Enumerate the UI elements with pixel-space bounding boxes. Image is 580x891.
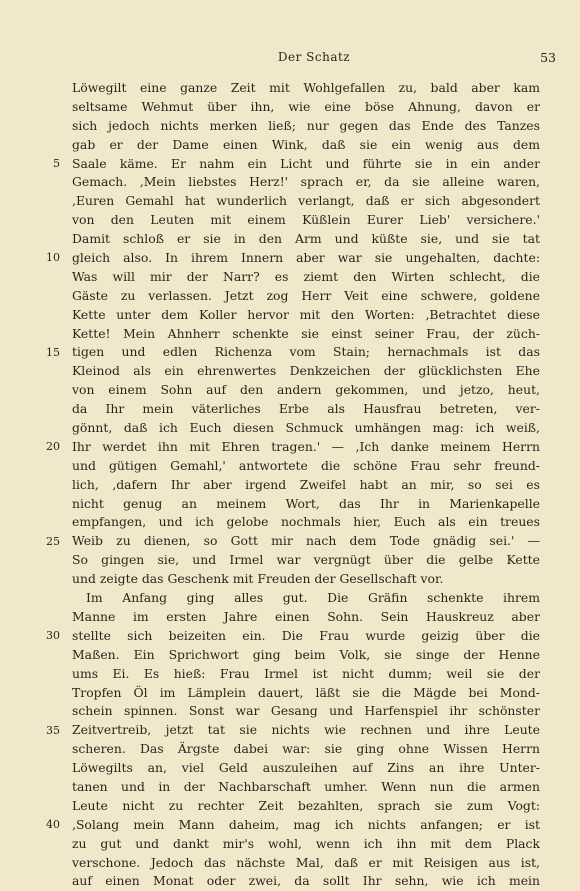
text-line: von einem Sohn auf den andern gekommen, und jetzo, heut,	[72, 382, 540, 398]
text-line: lich, ‚dafern Ihr aber irgend Zweifel habt an mir, so sei es	[72, 476, 540, 492]
text-line: da Ihr mein väterliches Erbe als Hausfrau betreten, ver-	[72, 401, 540, 417]
text-line: Zeitvertreib, jetzt tat sie nichts wie rechnen und ihre Leute	[72, 722, 540, 738]
body-text	[72, 79, 540, 891]
line-number: 20	[46, 440, 60, 454]
text-line: Gemach. ‚Mein liebstes Herz!' sprach er, da sie alleine waren,	[72, 174, 540, 190]
text-line: ‚Solang mein Mann daheim, mag ich nichts anfangen; er ist	[72, 816, 540, 832]
text-line: schein spinnen. Sonst war Gesang und Harfenspiel ihr schönster	[72, 703, 540, 719]
page-number: 53	[540, 50, 556, 65]
text-line: von den Leuten mit einem Küßlein Eurer Lieb' versichere.'	[72, 212, 540, 228]
running-title: Der Schatz	[277, 50, 351, 64]
text-line: So gingen sie, und Irmel war vergnügt über die gelbe Kette	[72, 552, 540, 568]
text-line: Kette unter dem Koller hervor mit den Worten: ‚Betrachtet diese	[72, 306, 540, 322]
text-line: Gäste zu verlassen. Jetzt zog Herr Veit eine schwere, goldene	[72, 287, 540, 303]
text-line: tanen und in der Nachbarschaft umher. Wenn nun die armen	[72, 778, 540, 794]
text-line: Löwegilts an, viel Geld auszuleihen auf Zins an ihre Unter-	[72, 760, 540, 776]
line-number: 10	[46, 251, 60, 265]
text-line: Manne im ersten Jahre einen Sohn. Sein Hauskreuz aber	[72, 608, 540, 624]
text-line: empfangen, und ich gelobe nochmals hier, Euch als ein treues	[72, 514, 540, 530]
text-line: Tropfen Öl im Lämplein dauert, läßt sie die Mägde bei Mond-	[72, 684, 540, 700]
line-number: 5	[53, 156, 60, 170]
text-line: nicht genug an meinem Wort, das Ihr in Marienkapelle	[72, 495, 540, 511]
text-line: Im Anfang ging alles gut. Die Gräfin schenkte ihrem	[86, 590, 540, 606]
text-line: und zeigte das Geschenk mit Freuden der Gesellschaft vor.	[72, 571, 444, 587]
text-line: Damit schloß er sie in den Arm und küßte sie, und sie tat	[72, 231, 540, 247]
text-line: sich jedoch nichts merken ließ; nur gegen das Ende des Tanzes	[72, 117, 540, 133]
text-line: Kette! Mein Ahnherr schenkte sie einst seiner Frau, der züch-	[72, 325, 540, 341]
text-line: tigen und edlen Richenza vom Stain; hernachmals ist das	[72, 344, 540, 360]
text-line: Kleinod als ein ehrenwertes Denkzeichen der glücklichsten Ehe	[72, 363, 540, 379]
line-number: 40	[46, 818, 60, 832]
line-number: 30	[46, 629, 60, 643]
line-number: 35	[46, 723, 60, 737]
text-line: Was will mir der Narr? es ziemt den Wirten schlecht, die	[72, 268, 540, 284]
text-line: Maßen. Ein Sprichwort ging beim Volk, sie singe der Henne	[72, 646, 540, 662]
text-line: Saale käme. Er nahm ein Licht und führte sie in ein ander	[72, 155, 540, 171]
text-line: und gütigen Gemahl,' antwortete die schöne Frau sehr freund-	[72, 457, 540, 473]
page-header	[72, 50, 556, 70]
text-line: Löwegilt eine ganze Zeit mit Wohlgefallen zu, bald aber kam	[72, 80, 540, 95]
text-line: Ihr werdet ihn mit Ehren tragen.' — ‚Ich danke meinem Herrn	[72, 438, 540, 454]
text-line: ums Ei. Es hieß: Frau Irmel ist nicht dumm; weil sie der	[72, 665, 540, 681]
text-line: auf einen Monat oder zwei, da sollt Ihr sehn, wie ich mein	[72, 873, 540, 889]
text-line: ‚Euren Gemahl hat wunderlich verlangt, daß er sich abgesondert	[72, 193, 540, 209]
text-line: gleich also. In ihrem Innern aber war sie ungehalten, dachte:	[72, 250, 540, 266]
line-number: 25	[46, 534, 60, 548]
text-line: Weib zu dienen, so Gott mir nach dem Tode gnädig sei.' —	[72, 533, 540, 549]
text-line: gab er der Dame einen Wink, daß sie ein wenig aus dem	[72, 136, 540, 152]
text-line: gönnt, daß ich Euch diesen Schmuck umhängen mag: ich weiß,	[72, 420, 540, 436]
text-line: seltsame Wehmut über ihn, wie eine böse Ahnung, davon er	[72, 98, 540, 114]
text-line: stellte sich beizeiten ein. Die Frau wurde geizig über die	[72, 627, 540, 643]
text-line: Leute nicht zu rechter Zeit bezahlten, sprach sie zum Vogt:	[72, 797, 540, 813]
text-line: verschone. Jedoch das nächste Mal, daß er mit Reisigen aus ist,	[72, 854, 540, 870]
line-number: 15	[46, 345, 60, 359]
text-line: scheren. Das Ärgste dabei war: sie ging ohne Wissen Herrn	[72, 741, 540, 757]
text-line: zu gut und dankt mir's wohl, wenn ich ihn mit dem Plack	[72, 835, 540, 851]
